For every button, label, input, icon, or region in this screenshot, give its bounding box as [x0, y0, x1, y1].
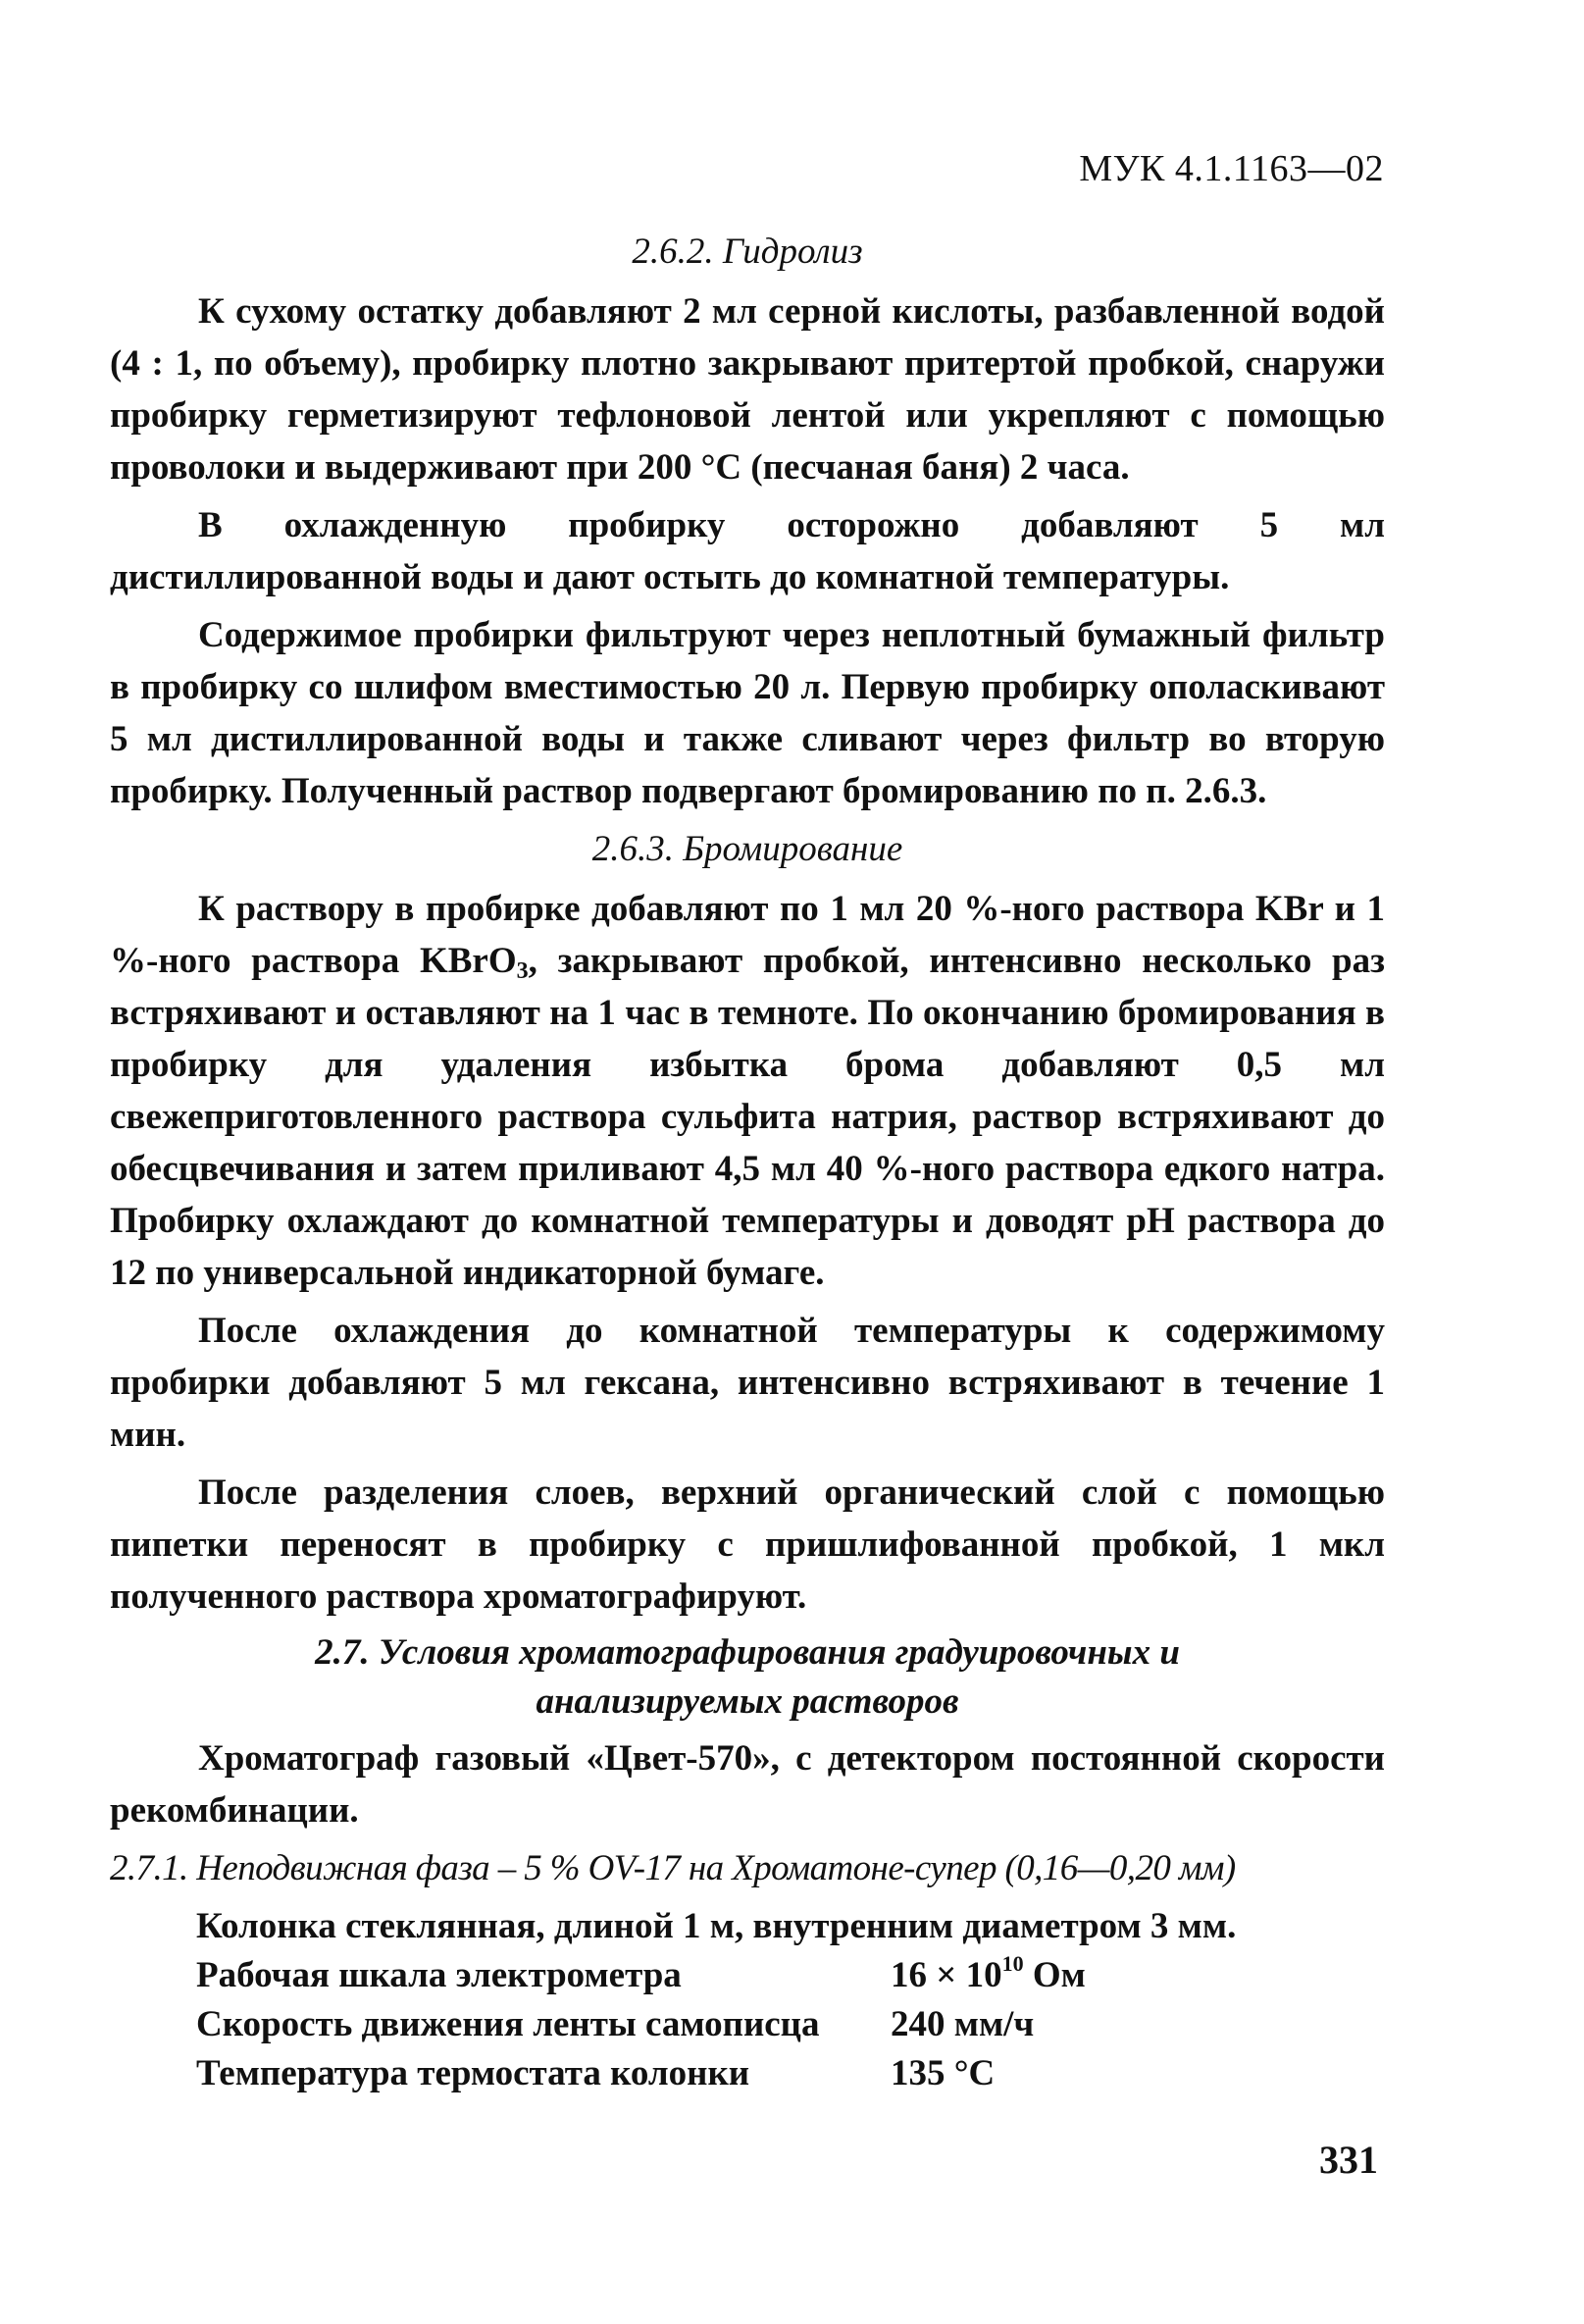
page-number: 331: [1319, 2138, 1378, 2182]
section-heading-hydrolysis: 2.6.2. Гидролиз: [632, 232, 863, 272]
paragraph: Содержимое пробирки фильтруют через неплотный бумажный фильтр в пробирку со шлифом вместимостью 20 л. Первую пробирку ополаскивают 5 мл дистиллированной воды и также сливают через фильтр во вторую пробирку. Полученный раствор подвергают бромированию по п. 2.6.3.: [110, 615, 1385, 811]
parameter-list: [196, 1900, 1385, 2096]
paragraph: В охлажденную пробирку осторожно добавляют 5 мл дистиллированной воды и дают остыть до комнатной температуры.: [110, 505, 1385, 597]
column-description: Колонка стеклянная, длиной 1 м, внутренним диаметром 3 мм.: [196, 1906, 1237, 1946]
subscript: 3: [516, 958, 529, 984]
parameter-name: Температура термостата колонки: [196, 2053, 750, 2093]
document-code-header: МУК 4.1.1163—02: [1079, 148, 1384, 189]
paragraph: После охлаждения до комнатной температуры к содержимому пробирки добавляют 5 мл гексана, интенсивно встряхивают в течение 1 мин.: [110, 1311, 1385, 1455]
text-run: , закрывают пробкой, интенсивно несколько раз встряхивают и оставляют на 1 час в темноте. По окончанию бромирования в пробирку для удаления избытка брома добавляют 0,5 мл свежеприготовленного раствора сульфита натрия, раствор встряхивают до обесцвечивания и затем приливают 4,5 мл 40 %-ного раствора едкого натра. Пробирку охлаждают до комнатной температуры и доводят pH раствора до 12 по универсальной индикаторной бумаге.: [110, 941, 1385, 1293]
parameter-row: [196, 1949, 1385, 1998]
parameter-row: [196, 1998, 1385, 2047]
paragraph: После разделения слоев, верхний органический слой с помощью пипетки переносят в пробирку с пришлифованной пробкой, 1 мкл полученного раствора хроматографируют.: [110, 1472, 1385, 1617]
parameter-value: 240 мм/ч: [891, 2004, 1035, 2044]
parameter-row: [196, 2047, 1385, 2096]
value-unit: Ом: [1023, 1955, 1086, 1995]
section-heading-chromatography-conditions: [110, 1628, 1385, 1727]
superscript: 10: [1001, 1951, 1024, 1976]
subsection-heading-stationary-phase: 2.7.1. Неподвижная фаза – 5 % OV-17 на Хроматоне-супер (0,16—0,20 мм): [110, 1848, 1236, 1888]
parameter-row: [196, 1900, 1385, 1949]
heading-line: анализируемых растворов: [536, 1681, 959, 1722]
parameter-name: Рабочая шкала электрометра: [196, 1955, 682, 1995]
paragraph: [110, 883, 1385, 1299]
text-run: К раствору в пробирке добавляют по 1 мл 20 %-ного раствора KBr и 1 %-ного раствора KBrO: [110, 889, 1385, 981]
parameter-value: 135 °С: [891, 2053, 996, 2093]
heading-line: 2.7. Условия хроматографирования градуировочных и: [315, 1632, 1180, 1673]
page-body: [110, 226, 1385, 2096]
section-heading-bromination: 2.6.3. Бромирование: [591, 829, 903, 869]
paragraph: Хроматограф газовый «Цвет-570», с детектором постоянной скорости рекомбинации.: [110, 1738, 1385, 1831]
paragraph: К сухому остатку добавляют 2 мл серной кислоты, разбавленной водой (4 : 1, по объему), пробирку плотно закрывают притертой пробкой, снаружи пробирку герметизируют тефлоновой лентой или укрепляют с помощью проволоки и выдерживают при 200 °С (песчаная баня) 2 часа.: [110, 291, 1385, 488]
parameter-name: Скорость движения ленты самописца: [196, 2004, 820, 2044]
parameter-value: [891, 1949, 1086, 2001]
value-text: 16 × 10: [891, 1955, 1002, 1995]
